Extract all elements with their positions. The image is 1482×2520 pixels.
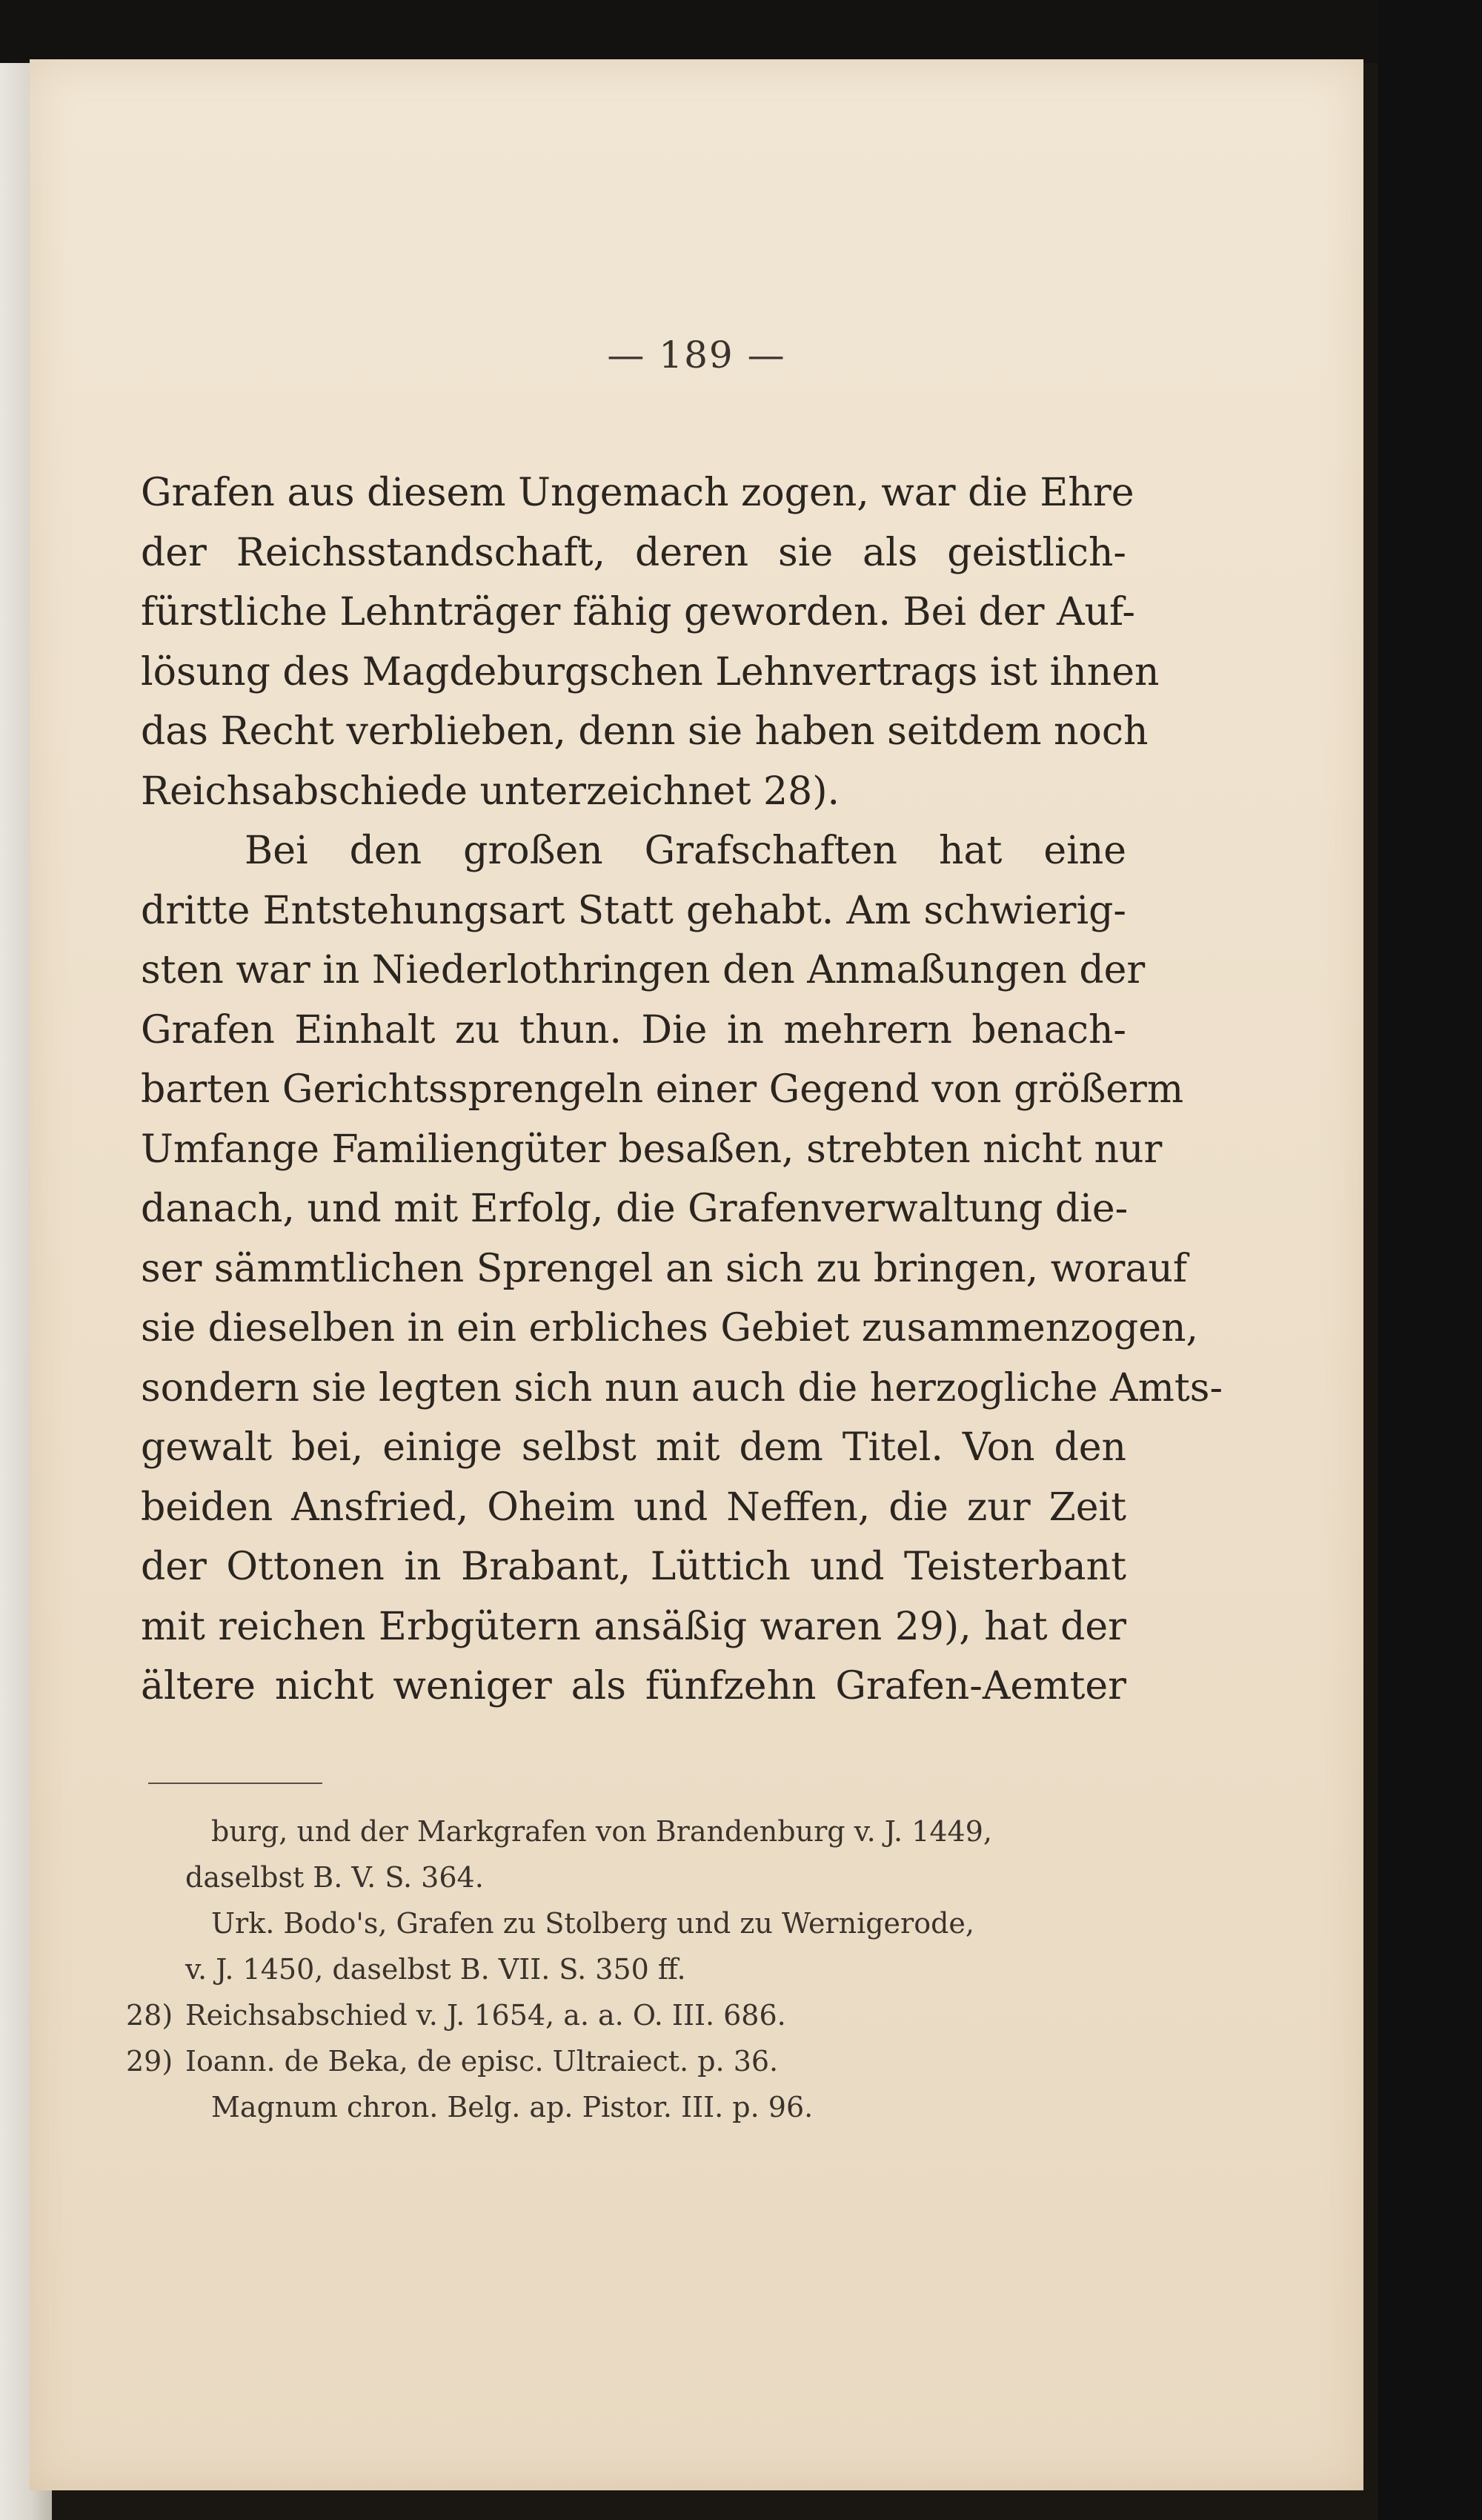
text-line: fürstliche Lehnträger fähig geworden. Bei der Auf- (141, 590, 1135, 634)
main-text (141, 463, 1223, 1717)
text-line: mit reichen Erbgütern ansäßig waren 29), hat der (141, 1604, 1126, 1649)
footnotes (126, 1808, 1149, 2130)
text-line: das Recht verblieben, denn sie haben seitdem noch (141, 709, 1149, 754)
text-line: Bei den großen Grafschaften hat eine (245, 829, 1126, 873)
page-number: — 189 — (607, 334, 786, 377)
text-line: ältere nicht weniger als fünfzehn Grafen-Aemter (141, 1664, 1126, 1708)
text-line: danach, und mit Erfolg, die Grafenverwaltung die- (141, 1187, 1129, 1231)
text-line: dritte Entstehungsart Statt gehabt. Am schwierig- (141, 888, 1126, 933)
footnote-text: Reichsabschied v. J. 1654, a. a. O. III. 686. (185, 1999, 786, 2032)
scan-margin-right (1378, 0, 1482, 2520)
footnote-29 (126, 2038, 1149, 2084)
text-line: Umfange Familiengüter besaßen, strebten nicht nur (141, 1127, 1163, 1172)
text-line: Grafen aus diesem Ungemach zogen, war die Ehre (141, 471, 1134, 515)
text-line: barten Gerichtssprengeln einer Gegend von größerm (141, 1067, 1184, 1112)
footnote-28 (126, 1992, 1149, 2038)
footnote-divider (148, 1783, 322, 1784)
footnote-marker: 29) (126, 2045, 173, 2078)
text-line: sie dieselben in ein erbliches Gebiet zusammenzogen, (141, 1306, 1199, 1350)
book-page (30, 59, 1363, 2490)
text-line: sondern sie legten sich nun auch die herzogliche Amts- (141, 1365, 1223, 1410)
text-line: gewalt bei, einige selbst mit dem Titel. Von den (141, 1425, 1126, 1470)
text-line: Grafen Einhalt zu thun. Die in mehrern benach- (141, 1007, 1126, 1052)
text-line: sten war in Niederlothringen den Anmaßungen der (141, 948, 1146, 992)
footnote-marker: 28) (126, 1999, 173, 2032)
footnote-line: Urk. Bodo's, Grafen zu Stolberg und zu Wernigerode, (211, 1907, 974, 1940)
text-line: Reichsabschiede unterzeichnet 28). (141, 769, 840, 814)
text-line: ser sämmtlichen Sprengel an sich zu bringen, worauf (141, 1246, 1188, 1291)
text-line: lösung des Magdeburgschen Lehnvertrags ist ihnen (141, 649, 1160, 694)
text-line: der Reichsstandschaft, deren sie als geistlich- (141, 530, 1126, 575)
footnote-line: burg, und der Markgrafen von Brandenburg v. J. 1449, (211, 1815, 992, 1848)
footnote-line: v. J. 1450, daselbst B. VII. S. 350 ff. (185, 1953, 686, 1986)
footnote-line: daselbst B. V. S. 364. (185, 1861, 484, 1894)
text-line: der Ottonen in Brabant, Lüttich und Teisterbant (141, 1545, 1126, 1589)
footnote-text: Ioann. de Beka, de episc. Ultraiect. p. 36. (185, 2045, 779, 2078)
footnote-line: Magnum chron. Belg. ap. Pistor. III. p. 96. (211, 2091, 814, 2123)
scan-margin-top (0, 0, 1482, 63)
text-line: beiden Ansfried, Oheim und Neffen, die zur Zeit (141, 1485, 1126, 1530)
